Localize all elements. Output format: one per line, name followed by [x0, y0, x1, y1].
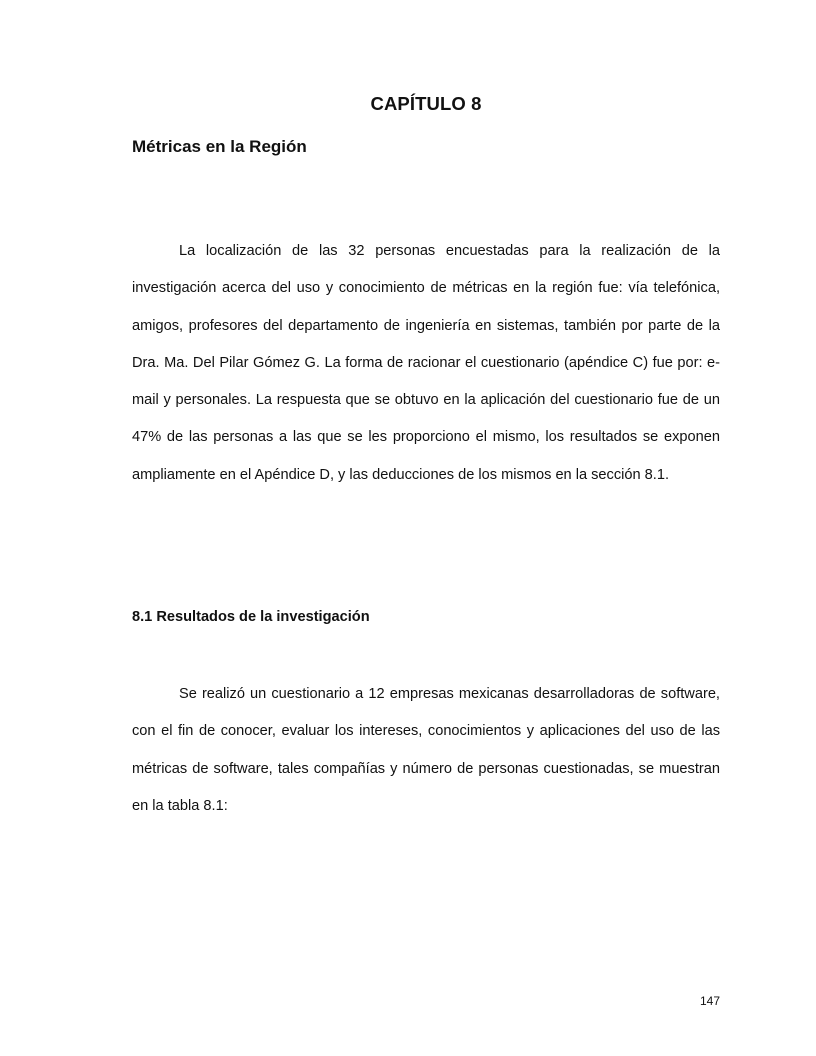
section-heading: 8.1 Resultados de la investigación [132, 609, 370, 625]
intro-paragraph: La localización de las 32 personas encuestadas para la realización de la investigación acerca del uso y conocimiento de métricas en la región fue: vía telefónica, amigos, profesores del departamento de ingeniería en sistemas, también por parte de la Dra. Ma. Del Pilar Gómez G. La forma de racionar el cuestionario (apéndice C) fue por: e-mail y personales. La respuesta que se obtuvo en la aplicación del cuestionario fue de un 47% de las personas a las que se les proporciono el mismo, los resultados se exponen ampliamente en el Apéndice D, y las deducciones de los mismos en la sección 8.1. [132, 243, 720, 483]
chapter-title: CAPÍTULO 8 [370, 93, 482, 114]
chapter-subtitle: Métricas en la Región [132, 137, 307, 156]
section-paragraph: Se realizó un cuestionario a 12 empresas mexicanas desarrolladoras de software, con el fin de conocer, evaluar los intereses, conocimientos y aplicaciones del uso de las métricas de software, tales compañías y número de personas cuestionadas, se muestran en la tabla 8.1: [132, 686, 720, 814]
page-number: 147 [699, 994, 720, 1008]
